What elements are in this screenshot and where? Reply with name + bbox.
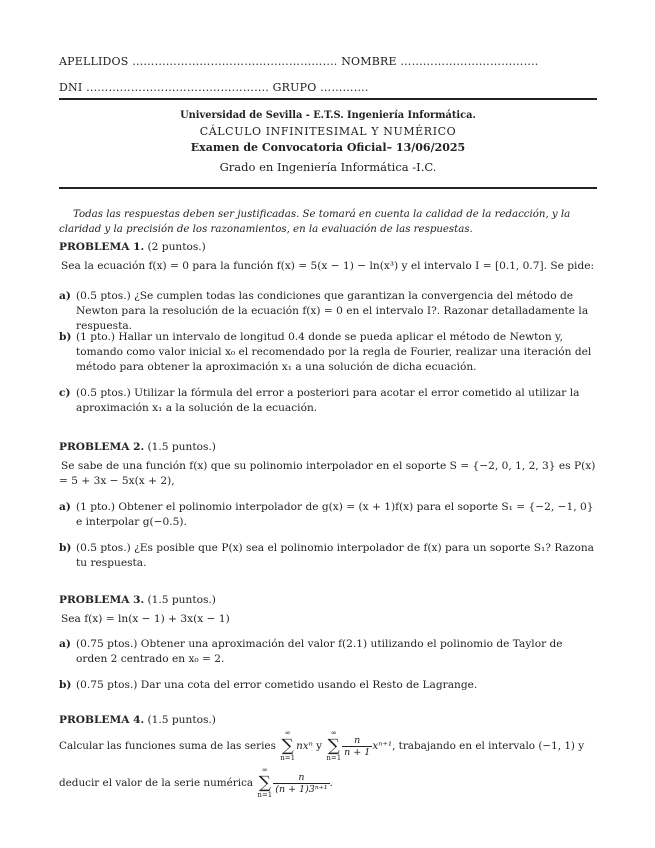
problem-heading: PROBLEMA 4.: [59, 714, 145, 726]
problem-points: (1.5 puntos.): [147, 714, 216, 726]
item-text: (0.5 ptos.) ¿Es posible que P(x) sea el polinomio interpolador de f(x) para un soporte S₁? Razona tu respuesta.: [76, 542, 594, 569]
university-line: Universidad de Sevilla - E.T.S. Ingeniería Informática.: [180, 110, 476, 121]
problem-3-item-b: [59, 678, 597, 693]
problem-4-heading: [59, 713, 597, 728]
item-text: (0.75 ptos.) Obtener una aproximación del valor f(2.1) utilizando el polinomio de Taylor de orden 2 centrado en x₀ = 2.: [76, 638, 563, 665]
item-label: c): [59, 387, 71, 399]
degree-line: Grado en Ingeniería Informática -I.C.: [219, 160, 437, 174]
problem-heading: PROBLEMA 1.: [59, 241, 145, 253]
problem-points: (1.5 puntos.): [147, 441, 216, 453]
item-text: (1 pto.) Obtener el polinomio interpolador de g(x) = (x + 1)f(x) para el soporte S₁ = {−2, −1, 0} e interpolar g(−0.5).: [76, 501, 594, 528]
sigma-sum-3: ∞ ∑ n=1: [257, 766, 273, 799]
problem-3-heading: [59, 593, 597, 608]
item-label: b): [59, 542, 72, 554]
dni-grupo-field: DNI …………………………………………. GRUPO ………….: [59, 81, 369, 94]
item-text: (0.5 ptos.) ¿Se cumplen todas las condiciones que garantizan la convergencia del método de Newton para la resolución de la ecuación f(x) = 0 en el intervalo I?. Razonar detalladamente la respuesta.: [76, 290, 589, 332]
exam-title: Examen de Convocatoria Oficial– 13/06/2025: [190, 141, 466, 154]
problem-2-item-b: [59, 541, 597, 571]
sigma-sum-1: ∞ ∑ n=1: [280, 729, 296, 762]
problem-heading: PROBLEMA 2.: [59, 441, 145, 453]
problem-4-line-2: deducir el valor de la serie numérica ∞ ∑ n=1 $\frac{n}{\text{(n + 1)3ⁿ⁺¹}}$ .: [59, 766, 333, 799]
series-fraction-3: $\frac{n}{\text{(n + 1)3ⁿ⁺¹}}$: [275, 771, 328, 795]
item-text: (0.5 ptos.) Utilizar la fórmula del error a posteriori para acotar el error cometido al utilizar la aproximación x₁ a la solución de la ecuación.: [76, 387, 580, 414]
problem-4-line-1: [59, 728, 597, 764]
problem-2-heading: [59, 440, 597, 455]
item-label: a): [59, 501, 71, 513]
problem-1-item-c: [59, 386, 597, 416]
item-label: a): [59, 638, 71, 650]
item-text: (1 pto.) Hallar un intervalo de longitud 0.4 donde se pueda aplicar el método de Newton y, tomando como valor inicial x₀ el recomendado por la regla de Fourier, realizar una iteración del método para obtener la aproximación x₁ a una solución de dicha ecuación.: [76, 331, 592, 373]
item-label: b): [59, 331, 72, 343]
problem-4-text-c: deducir el valor de la serie numérica: [59, 777, 254, 789]
item-text: (0.75 ptos.) Dar una cota del error cometido usando el Resto de Lagrange.: [76, 679, 478, 691]
problem-1-item-b: [59, 330, 597, 375]
problem-1-statement: Sea la ecuación f(x) = 0 para la función f(x) = 5(x − 1) − ln(x³) y el intervalo I = [0.1, 0.7]. Se pide:: [61, 260, 595, 272]
course-title: CÁLCULO INFINITESIMAL Y NUMÉRICO: [199, 125, 457, 138]
conjunction: y: [316, 740, 323, 752]
instructions-text: Todas las respuestas deben ser justificadas. Se tomará en cuenta la calidad de la redacción, y la claridad y la precisión de los razonamientos, en la evaluación de las respuestas.: [59, 209, 571, 235]
problem-4-text-a: Calcular las funciones suma de las series: [59, 740, 276, 752]
problem-2-item-a: [59, 500, 597, 530]
top-divider: [59, 98, 597, 100]
problem-1-item-a: [59, 289, 597, 334]
sigma-sum-2: ∞ ∑ n=1: [326, 729, 342, 762]
problem-points: (2 puntos.): [147, 241, 206, 253]
problem-2-statement: Se sabe de una función f(x) que su polinomio interpolador en el soporte S = {−2, 0, 1, 2, 3} es P(x) = 5 + 3x − 5x(x + 2),: [59, 460, 596, 487]
series-term-1: nxⁿ: [296, 740, 313, 752]
problem-points: (1.5 puntos.): [147, 594, 216, 606]
apellidos-nombre-field: APELLIDOS ………………………………………………. NOMBRE ……………………………….: [59, 55, 539, 68]
problem-4-text-b: , trabajando en el intervalo (−1, 1) y: [392, 740, 585, 752]
problem-3-item-a: [59, 637, 597, 667]
series-power-2: xⁿ⁺¹: [372, 740, 393, 752]
title-divider: [59, 187, 597, 189]
problem-1-heading: [59, 240, 597, 255]
problem-heading: PROBLEMA 3.: [59, 594, 145, 606]
item-label: a): [59, 290, 71, 302]
item-label: b): [59, 679, 72, 691]
series-fraction-2: $\frac{n}{n + 1}$: [344, 734, 371, 758]
problem-3-statement: Sea f(x) = ln(x − 1) + 3x(x − 1): [61, 613, 230, 625]
